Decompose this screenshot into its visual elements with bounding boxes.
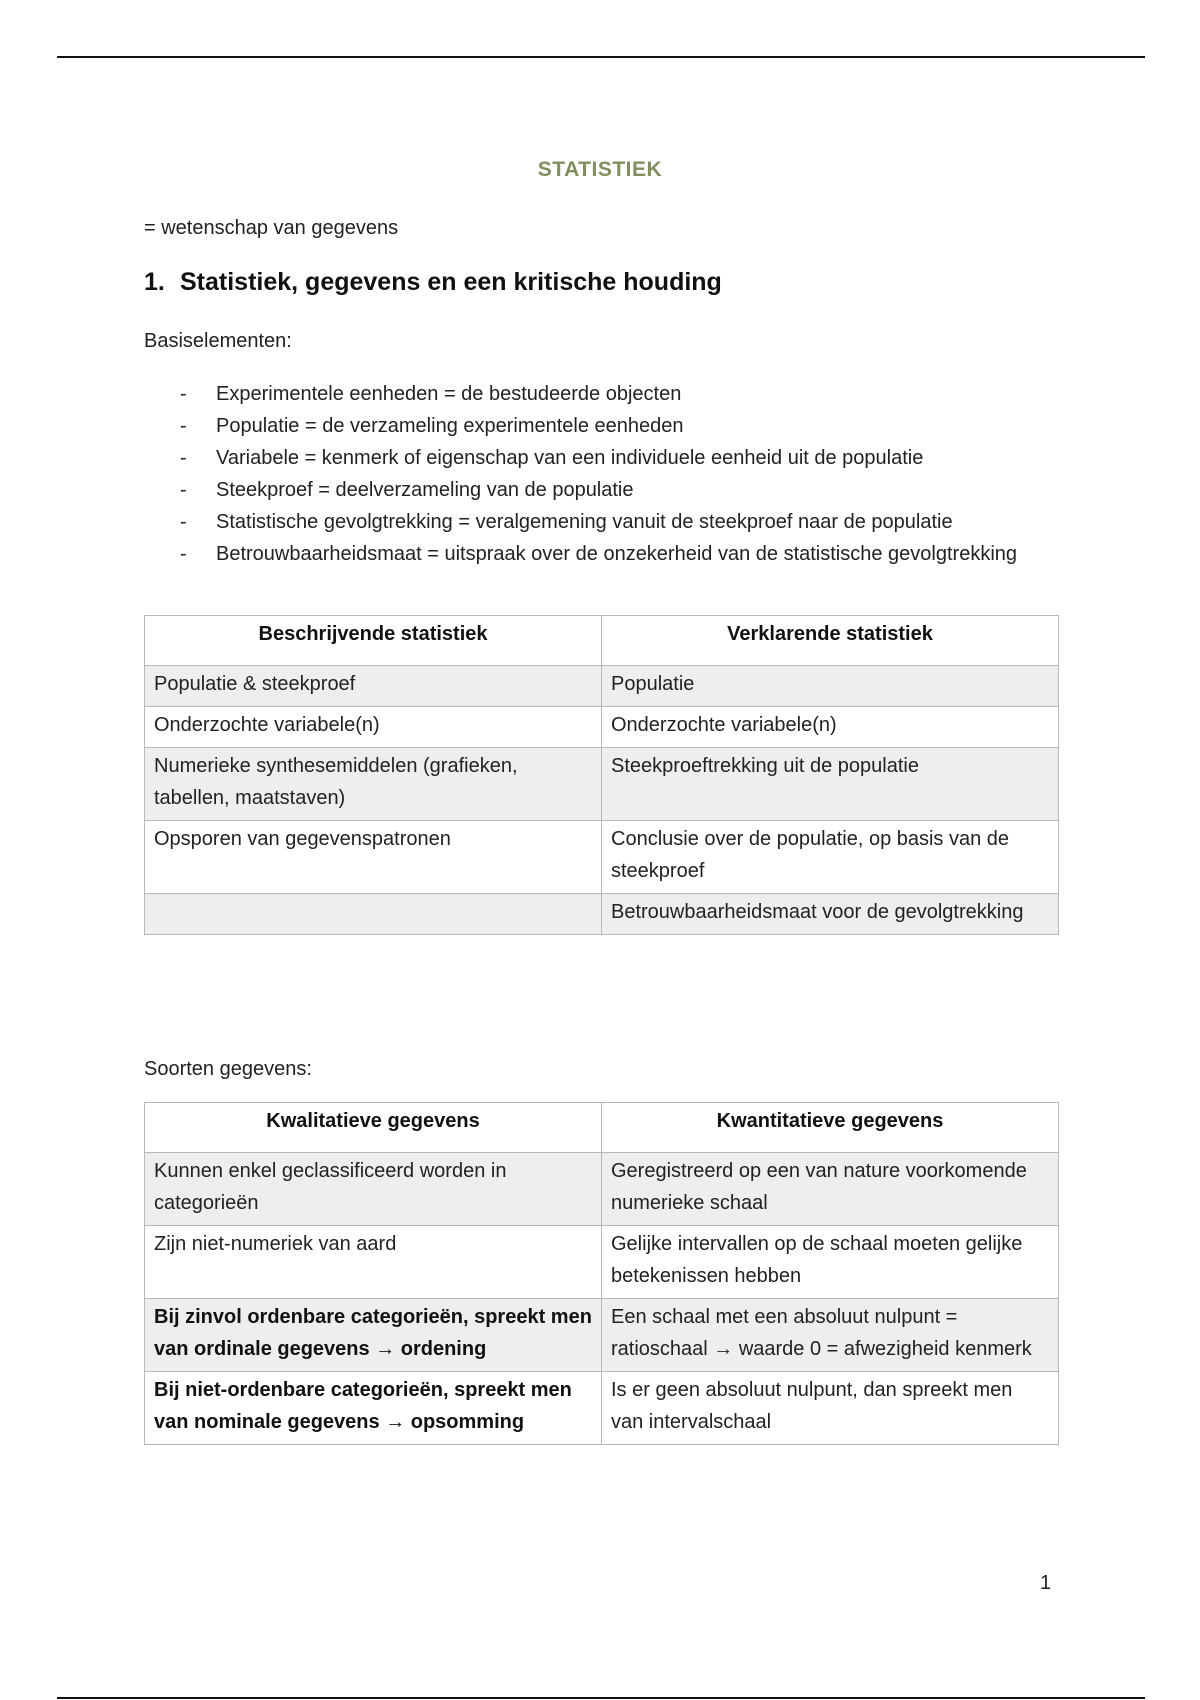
table-header: Kwantitatieve gegevens (602, 1103, 1059, 1153)
table-cell: Is er geen absoluut nulpunt, dan spreekt men van intervalschaal (602, 1372, 1059, 1445)
table-row (145, 821, 1059, 894)
statistics-comparison-table (144, 615, 1059, 935)
list-item: - Statistische gevolgtrekking = veralgemening vanuit de steekproef naar de populatie (180, 506, 1060, 538)
list-item: - Experimentele eenheden = de bestudeerde objecten (180, 378, 1060, 410)
table-cell: Zijn niet-numeriek van aard (145, 1226, 602, 1299)
table-row (145, 707, 1059, 748)
table-row (145, 1226, 1059, 1299)
table-row (145, 748, 1059, 821)
bullet-dash: - (180, 415, 187, 437)
basis-label: Basiselementen: (144, 330, 292, 352)
list-item: - Steekproef = deelverzameling van de populatie (180, 474, 1060, 506)
basis-list (180, 378, 1060, 570)
table-cell: Onderzochte variabele(n) (145, 707, 602, 748)
section-title: Statistiek, gegevens en een kritische houding (180, 268, 722, 296)
table-cell: Populatie (602, 666, 1059, 707)
table-header: Beschrijvende statistiek (145, 616, 602, 666)
list-item: - Variabele = kenmerk of eigenschap van een individuele eenheid uit de populatie (180, 442, 1060, 474)
intro-definition: = wetenschap van gegevens (144, 217, 399, 239)
footer-rule (57, 1697, 1145, 1699)
section-number: 1. (144, 268, 165, 296)
table-cell: Bij niet-ordenbare categorieën, spreekt men van nominale gegevens → opsomming (145, 1372, 602, 1445)
table-cell: Gelijke intervallen op de schaal moeten gelijke betekenissen hebben (602, 1226, 1059, 1299)
table-cell: Opsporen van gegevenspatronen (145, 821, 602, 894)
soorten-label: Soorten gegevens: (144, 1058, 312, 1080)
table-cell (145, 894, 602, 935)
table-row (145, 1153, 1059, 1226)
list-item: - Populatie = de verzameling experimentele eenheden (180, 410, 1060, 442)
table-cell: Populatie & steekproef (145, 666, 602, 707)
document-title: STATISTIEK (537, 158, 663, 181)
table-row (145, 666, 1059, 707)
bullet-dash: - (180, 447, 187, 469)
table-row (145, 894, 1059, 935)
table-header: Kwalitatieve gegevens (145, 1103, 602, 1153)
table-cell: Conclusie over de populatie, op basis van de steekproef (602, 821, 1059, 894)
table-cell: Betrouwbaarheidsmaat voor de gevolgtrekking (602, 894, 1059, 935)
bullet-dash: - (180, 543, 187, 565)
section-heading (144, 268, 722, 297)
table-cell: Onderzochte variabele(n) (602, 707, 1059, 748)
table-row (145, 1299, 1059, 1372)
table-cell: Kunnen enkel geclassificeerd worden in categorieën (145, 1153, 602, 1226)
bullet-dash: - (180, 479, 187, 501)
table-cell: Bij zinvol ordenbare categorieën, spreekt men van ordinale gegevens → ordening (145, 1299, 602, 1372)
table-cell: Numerieke synthesemiddelen (grafieken, tabellen, maatstaven) (145, 748, 602, 821)
list-item: - Betrouwbaarheidsmaat = uitspraak over de onzekerheid van de statistische gevolgtrekking (180, 538, 1060, 570)
table-row (145, 1372, 1059, 1445)
table-cell: Steekproeftrekking uit de populatie (602, 748, 1059, 821)
bullet-dash: - (180, 383, 187, 405)
table-header: Verklarende statistiek (602, 616, 1059, 666)
header-rule (57, 56, 1145, 58)
page-number: 1 (1040, 1572, 1052, 1594)
bullet-dash: - (180, 511, 187, 533)
table-cell: Geregistreerd op een van nature voorkomende numerieke schaal (602, 1153, 1059, 1226)
data-types-table (144, 1102, 1059, 1445)
table-cell: Een schaal met een absoluut nulpunt = ratioschaal → waarde 0 = afwezigheid kenmerk (602, 1299, 1059, 1372)
table-header-row (145, 616, 1059, 666)
table-header-row (145, 1103, 1059, 1153)
